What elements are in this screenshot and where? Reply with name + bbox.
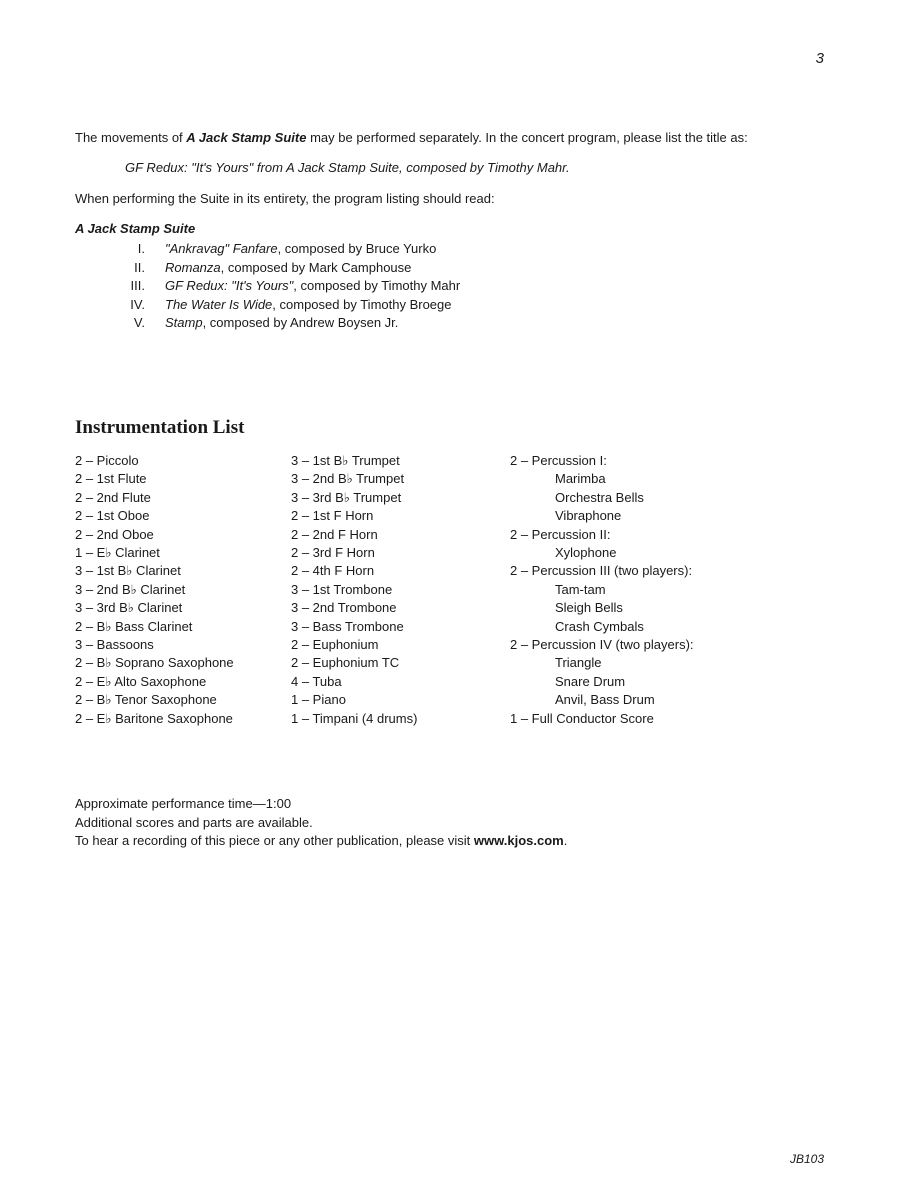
instrument-column-brass <box>291 452 417 728</box>
performance-time: Approximate performance time—1:00 <box>75 796 292 811</box>
intro-prefix: The movements of <box>75 130 187 145</box>
movement-title: The Water Is Wide <box>165 296 273 312</box>
instrument-item: 3 – 2nd B♭ Clarinet <box>75 581 186 597</box>
instrument-item: 3 – Bass Trombone <box>291 618 404 634</box>
instrument-item: 2 – Percussion I: <box>510 453 607 468</box>
instrument-item: 2 – B♭ Soprano Saxophone <box>75 655 234 671</box>
movement-composer: , composed by Bruce Yurko <box>277 241 437 256</box>
instrument-item: 2 – Euphonium <box>291 637 379 653</box>
instrument-item: 1 – Piano <box>291 692 346 708</box>
movement-title: Romanza <box>165 259 221 275</box>
kjos-link[interactable]: www.kjos.com <box>473 833 564 848</box>
instrument-item: 3 – 2nd Trombone <box>291 600 397 616</box>
instrument-item: 3 – 1st B♭ Trumpet <box>291 453 400 468</box>
movement-item <box>100 296 460 315</box>
movement-number: V. <box>133 315 145 330</box>
movement-number: II. <box>134 259 145 275</box>
instrument-item: 2 – B♭ Bass Clarinet <box>75 618 193 634</box>
example-program-listing: GF Redux: "It's Yours" from A Jack Stamp Suite, composed by Timothy Mahr. <box>125 160 570 175</box>
intro-paragraph <box>75 130 748 145</box>
percussion-instrument: Anvil, Bass Drum <box>555 692 655 708</box>
movement-number: I. <box>137 241 145 256</box>
catalog-code: JB103 <box>789 1152 824 1166</box>
instrument-item: 2 – 2nd Flute <box>75 489 151 505</box>
instrument-item: 2 – 4th F Horn <box>291 563 375 579</box>
percussion-instrument: Snare Drum <box>555 673 626 689</box>
movement-title: Stamp <box>165 315 203 330</box>
instrument-item: 1 – Timpani (4 drums) <box>291 710 418 726</box>
instrumentation-heading: Instrumentation List <box>75 417 245 438</box>
instrument-item: 2 – B♭ Tenor Saxophone <box>75 692 217 708</box>
movement-item <box>100 277 460 296</box>
percussion-instrument: Orchestra Bells <box>555 489 644 505</box>
movement-title: "Ankravag" Fanfare <box>165 241 278 256</box>
percussion-instrument: Tam-tam <box>555 581 606 597</box>
instrument-item: 4 – Tuba <box>291 673 342 689</box>
movement-item <box>100 240 460 259</box>
instrument-item: 2 – Percussion II: <box>510 526 611 542</box>
instrument-item: 3 – Bassoons <box>75 637 154 653</box>
percussion-instrument: Vibraphone <box>555 508 622 524</box>
instrument-item: 2 – 1st F Horn <box>291 508 374 524</box>
percussion-instrument: Xylophone <box>555 545 617 561</box>
movement-number: III. <box>130 278 145 293</box>
instrument-item: 3 – 1st Trombone <box>291 581 393 597</box>
entirety-instruction: When performing the Suite in its entirety, the program listing should read: <box>75 191 495 206</box>
percussion-instrument: Sleigh Bells <box>555 600 623 616</box>
footer-notes <box>75 795 567 851</box>
instrument-item: 3 – 3rd B♭ Clarinet <box>75 600 183 616</box>
instrument-item: 1 – E♭ Clarinet <box>75 545 160 561</box>
instrument-item: 2 – E♭ Alto Saxophone <box>75 673 207 689</box>
instrument-item: 2 – 1st Flute <box>75 471 147 487</box>
instrument-item: 2 – E♭ Baritone Saxophone <box>75 710 233 726</box>
recording-note: To hear a recording of this piece or any other publication, please visit www.kjos.com. <box>75 833 568 848</box>
instrument-item: 2 – 2nd Oboe <box>75 526 154 542</box>
instrument-item: 2 – Percussion IV (two players): <box>510 637 694 653</box>
instrument-item: 3 – 1st B♭ Clarinet <box>75 563 181 579</box>
instrument-item: 2 – Euphonium TC <box>291 655 400 671</box>
availability-note: Additional scores and parts are available. <box>75 814 313 830</box>
instrument-item: 2 – 1st Oboe <box>75 508 150 524</box>
instrument-column-percussion <box>510 452 694 728</box>
instrument-item: 3 – 3rd B♭ Trumpet <box>291 489 402 505</box>
intro-suffix: may be performed separately. In the concert program, please list the title as: <box>306 130 748 145</box>
intro-suite-title: A Jack Stamp Suite <box>186 130 307 145</box>
percussion-instrument: Triangle <box>555 655 602 671</box>
instrument-item: 2 – Percussion III (two players): <box>510 563 693 579</box>
suite-title: A Jack Stamp Suite <box>75 221 196 236</box>
instrument-item: 2 – 2nd F Horn <box>291 526 378 542</box>
movement-number: IV. <box>130 296 145 312</box>
instrument-column-woodwinds <box>75 452 234 728</box>
page-number: 3 <box>815 50 824 67</box>
percussion-instrument: Marimba <box>555 471 606 487</box>
movement-item <box>100 314 460 333</box>
movement-list <box>100 240 460 333</box>
instrument-item: 3 – 2nd B♭ Trumpet <box>291 471 405 487</box>
instrument-item: 1 – Full Conductor Score <box>510 710 654 726</box>
movement-composer: , composed by Mark Camphouse <box>220 259 412 275</box>
movement-item <box>100 259 460 278</box>
movement-composer: , composed by Andrew Boysen Jr. <box>202 315 399 330</box>
percussion-instrument: Crash Cymbals <box>555 618 644 634</box>
movement-title: GF Redux: "It's Yours" <box>165 278 294 293</box>
instrument-item: 2 – 3rd F Horn <box>291 545 375 561</box>
movement-composer: , composed by Timothy Mahr <box>293 278 461 293</box>
instrument-item: 2 – Piccolo <box>75 453 139 468</box>
movement-composer: , composed by Timothy Broege <box>272 296 452 312</box>
